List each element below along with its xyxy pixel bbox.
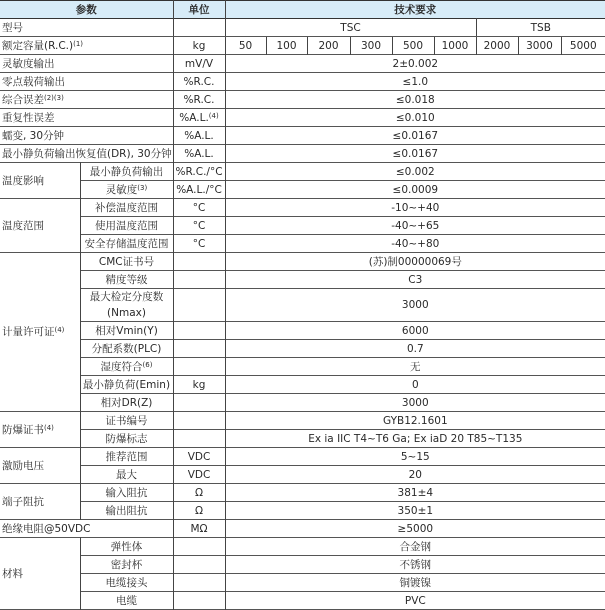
sub-label: 使用温度范围: [80, 217, 173, 235]
header-tech-req: 技术要求: [225, 1, 605, 19]
header-unit: 单位: [173, 1, 225, 19]
sub-label: 最小静负荷输出: [80, 163, 173, 181]
row-label: 蠕变, 30分钟: [2, 129, 65, 142]
table-row: [0, 466, 605, 484]
table-header-row: [0, 1, 605, 19]
sub-label-text: 灵敏度: [105, 183, 138, 196]
row-value: 6000: [225, 322, 605, 340]
row-value: -10~+40: [225, 199, 605, 217]
group-material: 材料: [2, 567, 23, 580]
row-unit: [173, 556, 225, 574]
header-param: 参数: [75, 3, 97, 16]
table-row: [0, 145, 605, 163]
row-value: ≤0.0009: [225, 181, 605, 199]
capacity-value: 3000: [518, 37, 561, 55]
capacity-label-text: 额定容量(R.C.): [2, 39, 74, 52]
row-unit: VDC: [173, 448, 225, 466]
row-value: C3: [225, 271, 605, 289]
row-value: (苏)制00000069号: [225, 253, 605, 271]
model-row: [0, 19, 605, 37]
footnote-ref: (6): [142, 360, 153, 369]
row-unit: MΩ: [173, 520, 225, 538]
table-row: [0, 430, 605, 448]
table-row: [0, 376, 605, 394]
capacity-value: 100: [266, 37, 307, 55]
row-unit: [173, 394, 225, 412]
capacity-value: 200: [307, 37, 350, 55]
row-label: 灵敏度输出: [2, 57, 55, 70]
capacity-unit: kg: [173, 37, 225, 55]
footnote-ref: (4): [54, 326, 65, 334]
table-row: [0, 55, 605, 73]
table-row: [0, 556, 605, 574]
sub-label: 电缆: [80, 592, 173, 610]
capacity-value: 500: [392, 37, 434, 55]
capacity-value: 50: [225, 37, 266, 55]
row-unit: °C: [173, 217, 225, 235]
row-unit: %A.L.: [173, 145, 225, 163]
table-row: [0, 91, 605, 109]
group-label-text: 防爆证书: [2, 423, 44, 436]
row-value: Ex ia IIC T4~T6 Ga; Ex iaD 20 T85~T135: [225, 430, 605, 448]
sub-label: 相对DR(Z): [80, 394, 173, 412]
row-label: [0, 91, 173, 109]
row-unit: [173, 538, 225, 556]
row-value: 0: [225, 376, 605, 394]
row-value: 3000: [225, 394, 605, 412]
group-excitation: 激励电压: [2, 459, 44, 472]
sub-label: CMC证书号: [80, 253, 173, 271]
table-row: [0, 73, 605, 91]
table-row: [0, 163, 605, 181]
row-label: 最小静负荷输出恢复值(DR), 30分钟: [2, 147, 172, 160]
table-row: [0, 538, 605, 556]
row-unit: °C: [173, 199, 225, 217]
row-value: GYB12.1601: [225, 412, 605, 430]
row-unit: °C: [173, 235, 225, 253]
row-unit: [173, 358, 225, 376]
row-unit: %R.C.: [173, 91, 225, 109]
sub-label: 防爆标志: [80, 430, 173, 448]
capacity-value: 5000: [561, 37, 605, 55]
row-unit: [173, 430, 225, 448]
row-label: 零点载荷输出: [2, 75, 65, 88]
row-unit: [173, 271, 225, 289]
table-row: [0, 358, 605, 376]
row-unit: [173, 340, 225, 358]
series-tsb: TSB: [476, 19, 605, 37]
row-unit: mV/V: [173, 55, 225, 73]
row-label: 重复性误差: [2, 111, 55, 124]
table-row: [0, 271, 605, 289]
table-row: [0, 340, 605, 358]
row-value: ≤0.010: [225, 109, 605, 127]
sub-label: 安全存储温度范围: [80, 235, 173, 253]
table-row: [0, 322, 605, 340]
table-row: [0, 181, 605, 199]
row-value: ≤1.0: [225, 73, 605, 91]
group-label-text: 计量许可证: [2, 326, 55, 338]
capacity-value: 1000: [434, 37, 476, 55]
row-unit: %A.L./°C: [173, 181, 225, 199]
row-unit: %A.L.: [173, 127, 225, 145]
capacity-row: [0, 37, 605, 55]
row-value: 2±0.002: [225, 55, 605, 73]
row-unit: [173, 289, 225, 322]
row-value: 5~15: [225, 448, 605, 466]
capacity-value: 300: [350, 37, 392, 55]
sub-label: 弹性体: [80, 538, 173, 556]
footnote-ref: (4): [44, 423, 54, 432]
row-value: 0.7: [225, 340, 605, 358]
sub-label-line2: (Nmax): [107, 307, 146, 319]
table-row: [0, 520, 605, 538]
table-row: [0, 448, 605, 466]
sub-label: 证书编号: [80, 412, 173, 430]
row-value: ≤0.002: [225, 163, 605, 181]
table-row: [0, 394, 605, 412]
row-unit: [173, 322, 225, 340]
table-row: [0, 217, 605, 235]
sub-label: [80, 181, 173, 199]
row-unit: [173, 592, 225, 610]
row-unit: Ω: [173, 484, 225, 502]
row-value: 3000: [225, 289, 605, 322]
table-row: [0, 484, 605, 502]
sub-label: [80, 358, 173, 376]
series-tsc: TSC: [225, 19, 476, 37]
table-row: [0, 235, 605, 253]
row-value: 381±4: [225, 484, 605, 502]
row-unit: [173, 253, 225, 271]
row-value: 350±1: [225, 502, 605, 520]
model-label: 型号: [0, 19, 173, 37]
row-value: 铜镀镍: [225, 574, 605, 592]
sub-label: 输入阻抗: [80, 484, 173, 502]
table-row: [0, 592, 605, 610]
table-row: [0, 289, 605, 322]
group-temp-effect: 温度影响: [2, 174, 44, 187]
sub-label: 最大: [80, 466, 173, 484]
table-row: [0, 502, 605, 520]
table-row: [0, 253, 605, 271]
group-explosion: [0, 412, 80, 448]
sub-label: 补偿温度范围: [80, 199, 173, 217]
row-unit: [173, 412, 225, 430]
sub-label: 相对Vmin(Y): [80, 322, 173, 340]
row-unit: %R.C./°C: [173, 163, 225, 181]
sub-label: 精度等级: [80, 271, 173, 289]
row-unit-text: %A.L.: [179, 111, 209, 124]
row-value: ≤0.0167: [225, 127, 605, 145]
footnote-ref: (2)(3): [44, 93, 64, 102]
row-unit: kg: [173, 376, 225, 394]
row-value: 不锈钢: [225, 556, 605, 574]
sub-label: 电缆接头: [80, 574, 173, 592]
table-row: [0, 127, 605, 145]
row-value: ≤0.0167: [225, 145, 605, 163]
row-unit: %R.C.: [173, 73, 225, 91]
row-value: 20: [225, 466, 605, 484]
sub-label: 分配系数(PLC): [80, 340, 173, 358]
row-label-text: 综合误差: [2, 93, 44, 106]
group-temp-range: 温度范围: [2, 219, 44, 232]
row-value: ≤0.018: [225, 91, 605, 109]
capacity-label: [0, 37, 173, 55]
row-value: -40~+65: [225, 217, 605, 235]
sub-label: [80, 289, 173, 322]
table-row: [0, 109, 605, 127]
sub-label: 输出阻抗: [80, 502, 173, 520]
row-unit: Ω: [173, 502, 225, 520]
row-value: -40~+80: [225, 235, 605, 253]
row-value: 合金钢: [225, 538, 605, 556]
model-unit: [173, 19, 225, 37]
row-unit: [173, 574, 225, 592]
row-value: ≥5000: [225, 520, 605, 538]
table-row: [0, 412, 605, 430]
footnote-ref: (3): [137, 183, 148, 192]
row-value: PVC: [225, 592, 605, 610]
table-row: [0, 574, 605, 592]
sub-label: 最小静负荷(Emin): [80, 376, 173, 394]
group-metrology: [0, 253, 80, 412]
row-unit: VDC: [173, 466, 225, 484]
sub-label: 密封杯: [80, 556, 173, 574]
capacity-value: 2000: [476, 37, 518, 55]
row-value: 无: [225, 358, 605, 376]
sub-label: 推荐范围: [80, 448, 173, 466]
group-impedance: 端子阻抗: [2, 495, 44, 508]
table-row: [0, 199, 605, 217]
sub-label-line1: 最大检定分度数: [89, 291, 164, 303]
sub-label-text: 湿度符合: [100, 360, 143, 373]
footnote-ref: (1): [73, 39, 84, 48]
row-label: 绝缘电阻@50VDC: [2, 522, 91, 535]
row-unit: [173, 109, 225, 127]
footnote-ref: (4): [208, 111, 219, 120]
